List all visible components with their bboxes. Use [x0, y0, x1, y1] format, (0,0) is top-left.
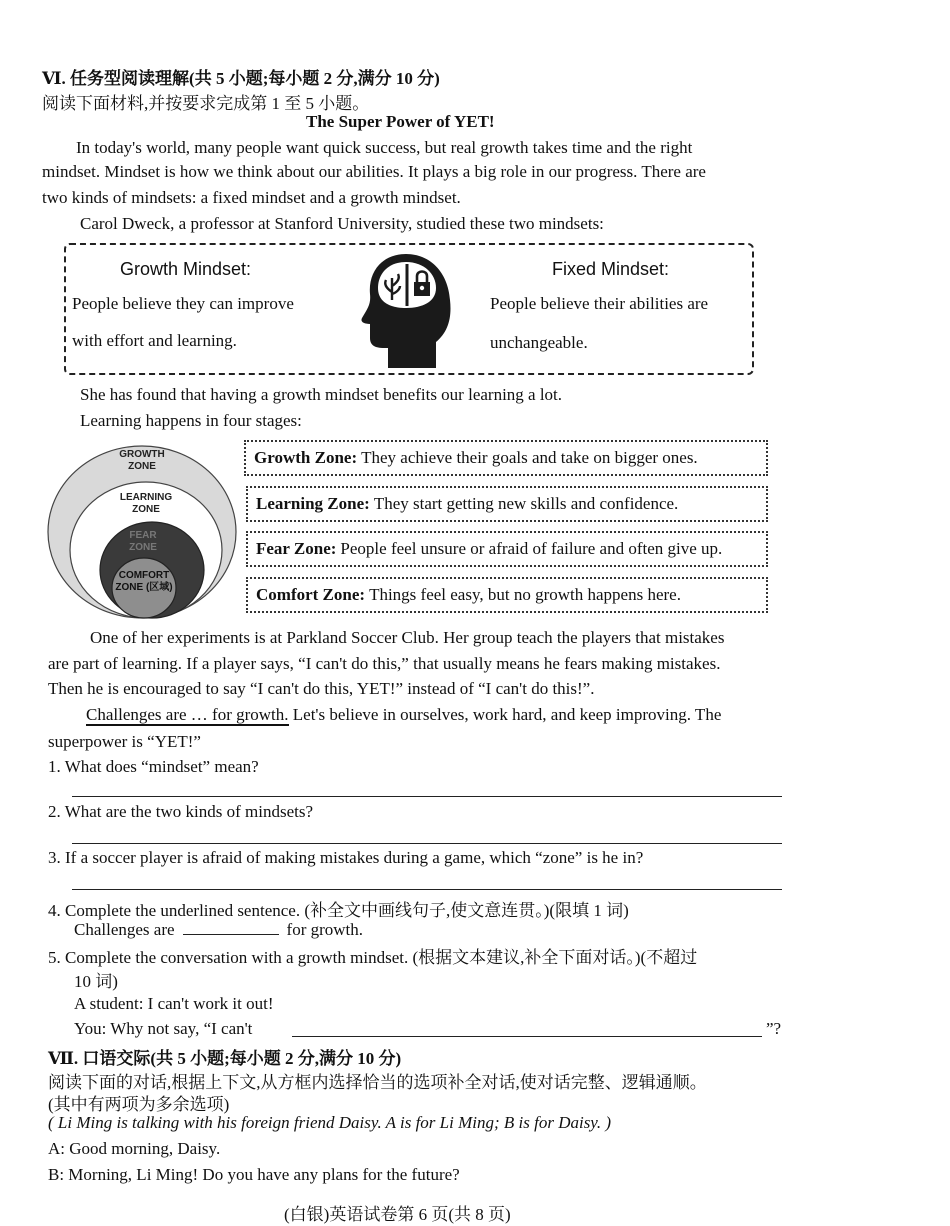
paragraph-1-line-3: two kinds of mindsets: a fixed mindset and a growth mindset. [42, 188, 461, 207]
question-5-end: ”? [766, 1019, 782, 1038]
paragraph-1-line-2: mindset. Mindset is how we think about our abilities. It plays a big role in our progress. There are [42, 162, 706, 181]
zone-text: People feel unsure or afraid of failure and often give up. [340, 539, 723, 558]
zone-box-comfort [246, 577, 768, 613]
paragraph-6-line-1 [86, 705, 721, 725]
zone-text: They achieve their goals and take on bigger ones. [361, 448, 698, 467]
paragraph-1-line-1: In today's world, many people want quick success, but real growth takes time and the right [76, 138, 693, 157]
question-5-you: You: Why not say, “I can't [74, 1019, 253, 1038]
question-5-student: A student: I can't work it out! [74, 994, 274, 1013]
paragraph-5-line-1: One of her experiments is at Parkland Soccer Club. Her group teach the players that mistakes [90, 628, 725, 647]
question-2: 2. What are the two kinds of mindsets? [48, 802, 314, 821]
dialogue-context: ( Li Ming is talking with his foreign friend Daisy. A is for Li Ming; B is for Daisy. ) [48, 1113, 612, 1132]
question-5-line-2: 10 词) [74, 972, 118, 991]
growth-mindset-title: Growth Mindset: [120, 259, 252, 279]
passage-title: The Super Power of YET! [306, 112, 495, 131]
answer-line-1[interactable] [72, 796, 782, 797]
paragraph-6-rest: Let's believe in ourselves, work hard, and keep improving. The [288, 705, 722, 724]
zone-text: They start getting new skills and confidence. [373, 494, 679, 513]
section-6-heading: Ⅵ. 任务型阅读理解(共 5 小题;每小题 2 分,满分 10 分) [42, 69, 440, 88]
paragraph-4: Learning happens in four stages: [80, 411, 302, 430]
zone-name: Learning Zone: [256, 494, 370, 513]
paragraph-5-line-3: Then he is encouraged to say “I can't do this, YET!” instead of “I can't do this!”. [48, 679, 595, 698]
answer-line-5[interactable] [292, 1036, 762, 1037]
fixed-mindset-title: Fixed Mindset: [552, 259, 670, 279]
zone-box-growth [244, 440, 768, 476]
question-1: 1. What does “mindset” mean? [48, 757, 259, 776]
paragraph-6-line-2: superpower is “YET!” [48, 732, 201, 751]
paragraph-2: Carol Dweck, a professor at Stanford University, studied these two mindsets: [80, 214, 604, 233]
answer-line-2[interactable] [72, 843, 782, 844]
zone-name: Fear Zone: [256, 539, 337, 558]
section-7-instruction-line-1: 阅读下面的对话,根据上下文,从方框内选择恰当的选项补全对话,使对话完整、逻辑通顺。 [48, 1073, 707, 1092]
question-4-line [74, 920, 363, 940]
dialogue-b1: B: Morning, Li Ming! Do you have any plans for the future? [48, 1165, 460, 1184]
underlined-sentence: Challenges are … for growth. [86, 705, 289, 724]
zone-name: Growth Zone: [254, 448, 358, 467]
head-brain-icon [358, 248, 454, 370]
dialogue-a1: A: Good morning, Daisy. [48, 1139, 221, 1158]
circle-label-growth: GROWTH ZONE [119, 449, 165, 472]
question-5: 5. Complete the conversation with a growth mindset. (根据文本建议,补全下面对话。)(不超过 [48, 948, 698, 967]
question-4: 4. Complete the underlined sentence. (补全文中画线句子,使文意连贯。)(限填 1 词) [48, 901, 629, 920]
circle-label-fear: FEAR ZONE [129, 530, 157, 553]
zone-text: Things feel easy, but no growth happens here. [369, 585, 681, 604]
question-3: 3. If a soccer player is afraid of making mistakes during a game, which “zone” is he in? [48, 848, 644, 867]
paragraph-3: She has found that having a growth mindset benefits our learning a lot. [80, 385, 563, 404]
circle-label-comfort: COMFORT ZONE (区域) [115, 570, 173, 593]
zone-name: Comfort Zone: [256, 585, 366, 604]
question-4-prefix: Challenges are [74, 920, 175, 939]
growth-mindset-line-2: with effort and learning. [72, 331, 237, 350]
section-6-instruction: 阅读下面材料,并按要求完成第 1 至 5 小题。 [42, 94, 370, 113]
paragraph-5-line-2: are part of learning. If a player says, “I can't do this,” that usually means he fears making mistakes. [48, 654, 721, 673]
zone-box-learning [246, 486, 768, 522]
page-footer: (白银)英语试卷第 6 页(共 8 页) [284, 1205, 511, 1224]
section-7-heading: Ⅶ. 口语交际(共 5 小题;每小题 2 分,满分 10 分) [48, 1049, 402, 1068]
growth-mindset-line-1: People believe they can improve [72, 294, 294, 313]
circle-label-learning: LEARNING ZONE [119, 492, 173, 515]
question-4-suffix: for growth. [286, 920, 364, 939]
fixed-mindset-line-1: People believe their abilities are [490, 294, 709, 313]
answer-blank-4[interactable] [183, 920, 279, 935]
answer-line-3[interactable] [72, 889, 782, 890]
fixed-mindset-line-2: unchangeable. [490, 333, 588, 352]
section-7-instruction-line-2: (其中有两项为多余选项) [48, 1095, 230, 1114]
zone-box-fear [246, 531, 768, 567]
